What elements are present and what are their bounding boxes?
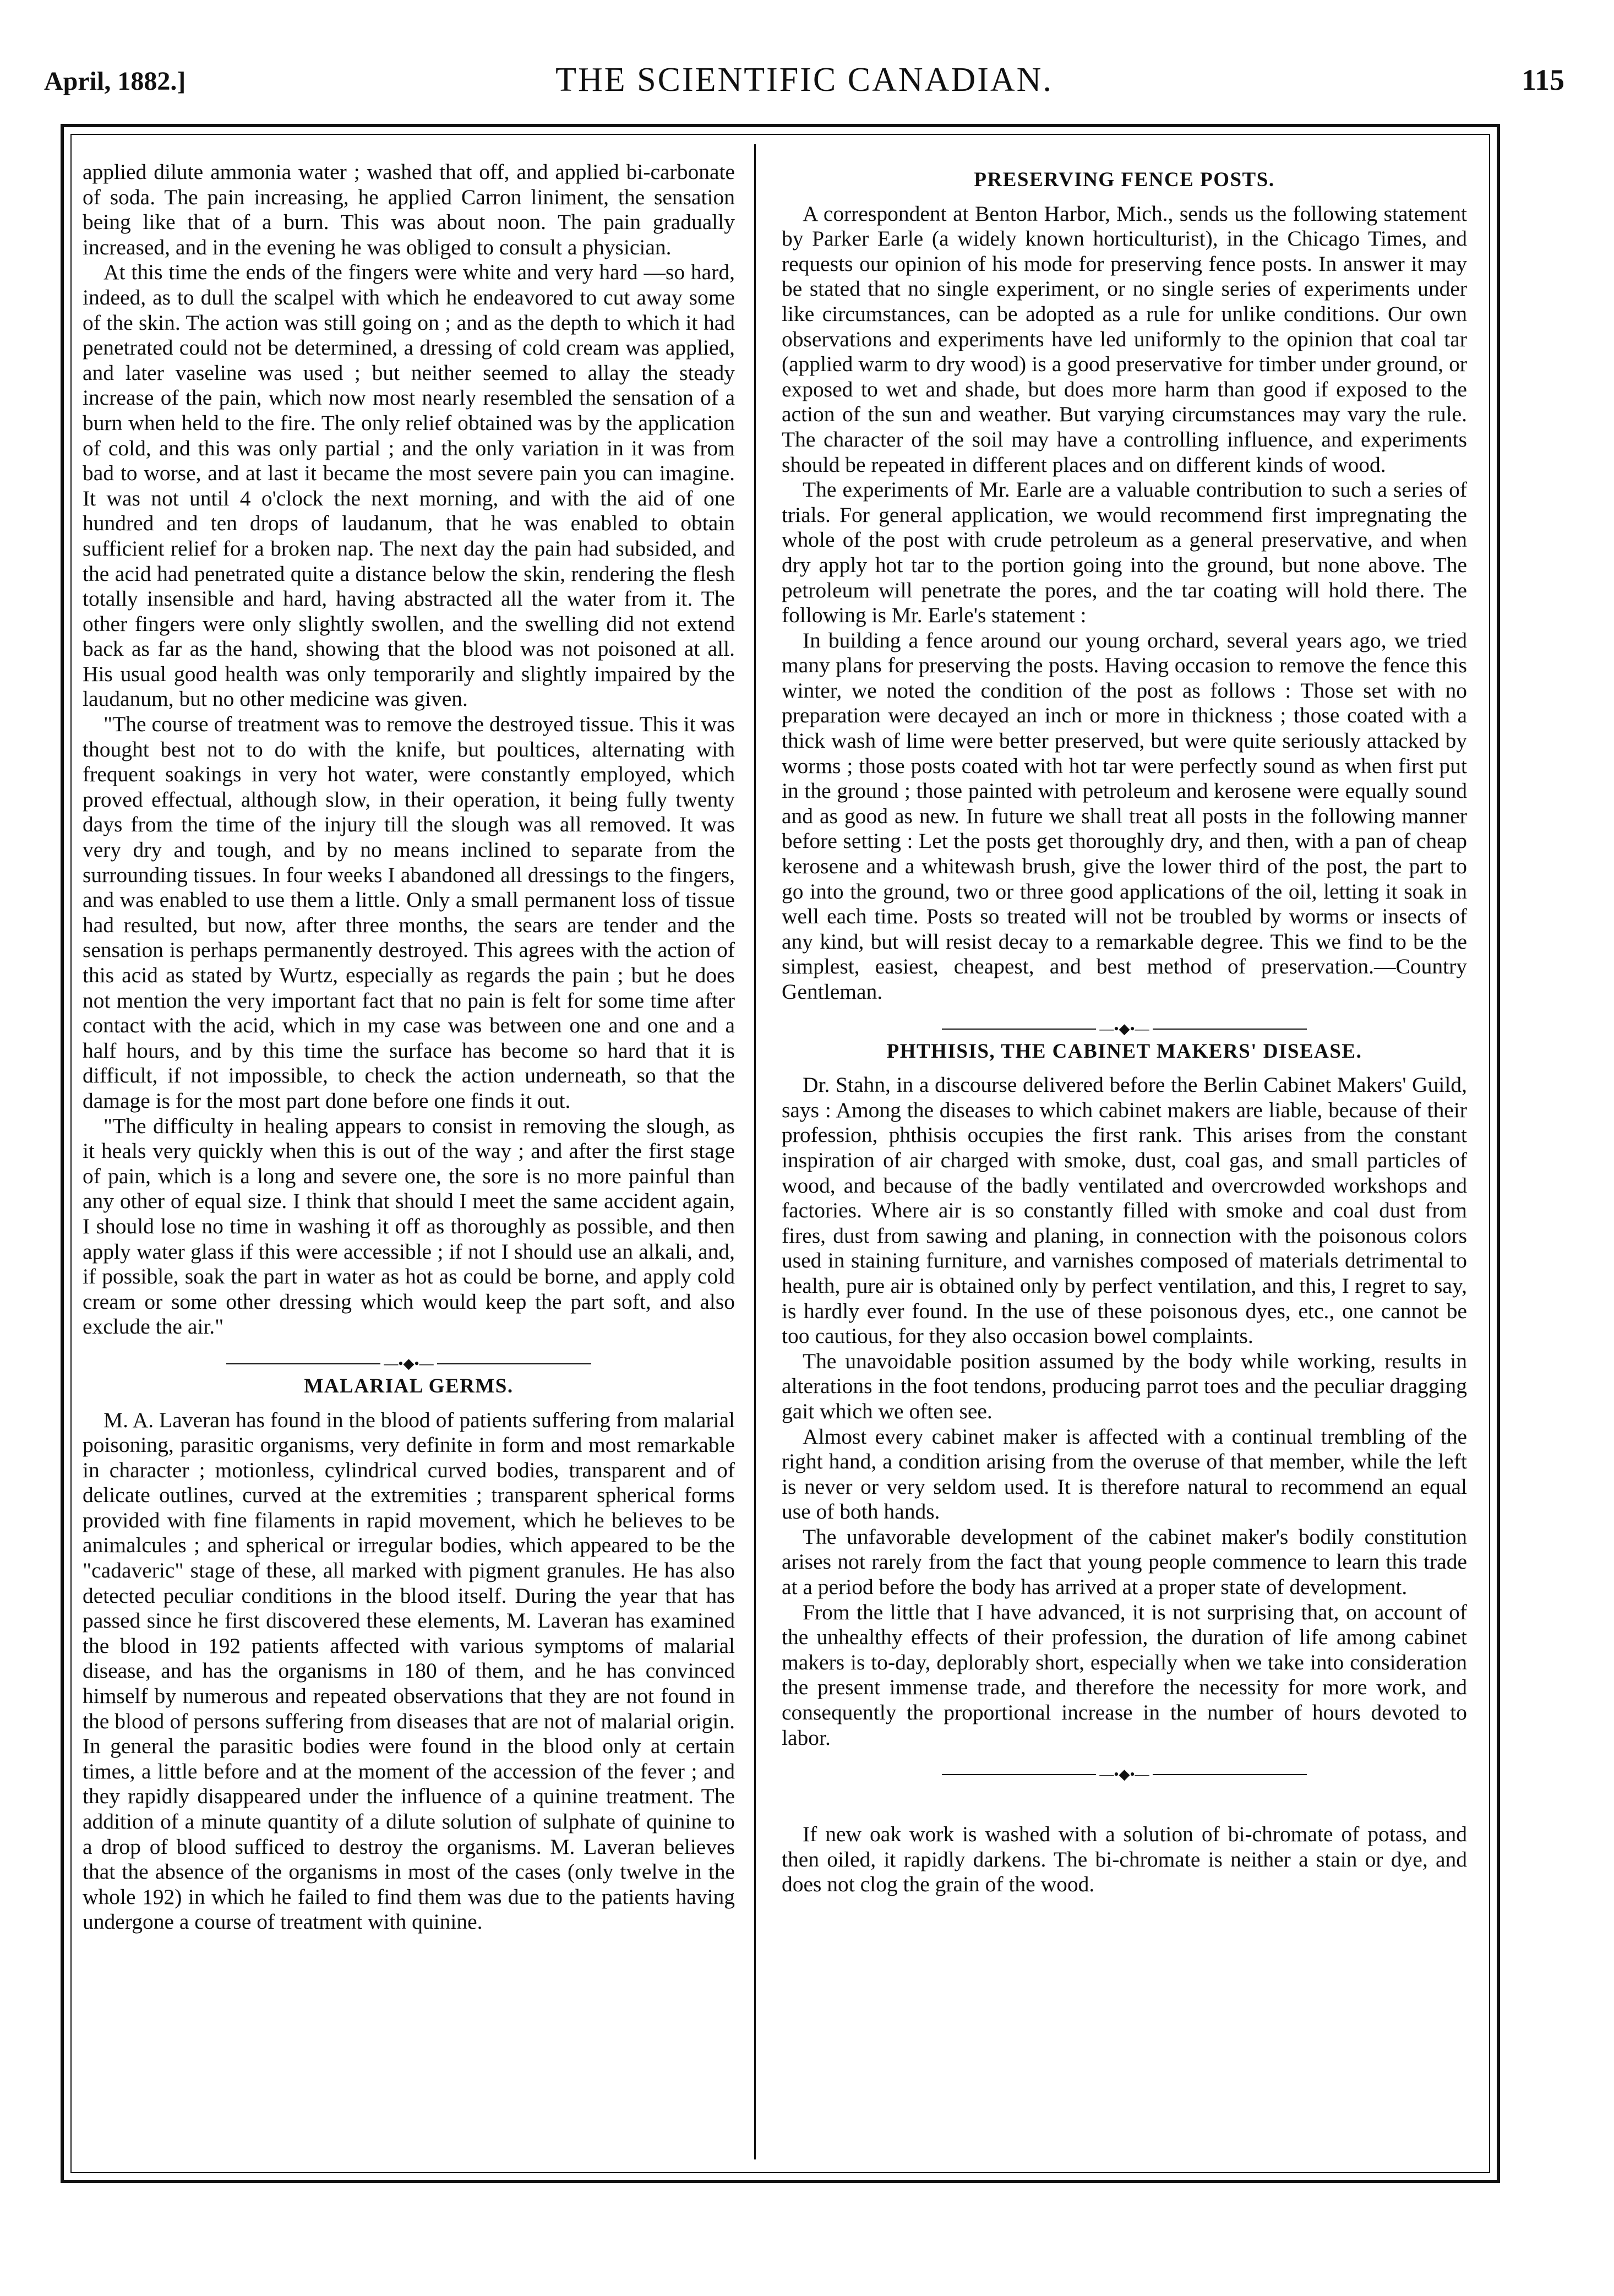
separator-ornament: —•◆•— <box>1099 1766 1149 1783</box>
oak-work-paragraph: If new oak work is washed with a solution of bi-chromate of potass, and then oiled, it rapidly darkens. The bi-chromate is neither a stain or dye, and does not clog the grain of the wood. <box>782 1822 1467 1897</box>
fence-posts-heading: PRESERVING FENCE POSTS. <box>974 168 1275 191</box>
section-separator <box>782 1760 1467 1783</box>
fence-posts-paragraph: The experiments of Mr. Earle are a valuable contribution to such a series of trials. For general application, we would recommend first impregnating the whole of the post with crude petroleum as a general preservative, and when dry apply hot tar to the portion going into the ground, but none above. The petroleum will penetrate the pores, and the tar coating will hold there. The following is Mr. Earle's statement : <box>782 477 1467 628</box>
fence-posts-paragraph: A correspondent at Benton Harbor, Mich., sends us the following statement by Parker Earle (a widely known horticulturist), in the Chicago Times, and requests our opinion of his mode for preserving fence posts. In answer it may be stated that no single experiment, or no single series of experiments under like circumstances, can be adopted as a rule for unlike conditions. Our own observations and experiments have led uniformly to the opinion that coal tar (applied warm to dry wood) is a good preservative for timber under ground, or exposed to wet and shade, but does more harm than good if exposed to the action of the sun and weather. But varying circumstances may vary the rule. The character of the soil may have a controlling influence, and experiments should be repeated in different places and on different kinds of wood. <box>782 201 1467 477</box>
phthisis-paragraph: Almost every cabinet maker is affected with a continual trembling of the right hand, a condition arising from the overuse of that member, while the left is never or very seldom used. It is therefore natural to recommend an equal use of both hands. <box>782 1424 1467 1524</box>
article-continuation-paragraph: At this time the ends of the fingers were white and very hard —so hard, indeed, as to dull the scalpel with which he endeavored to cut away some of the skin. The action was still going on ; and as the depth to which it had penetrated could not be determined, a dressing of cold cream was applied, and later vaseline was used ; but neither seemed to allay the steady increase of the pain, which now most nearly resembled the sensation of a burn when held to the fire. The only relief obtained was by the application of cold, and this was only partial ; and the only variation in it was from bad to worse, and at last it became the most severe pain you can imagine. It was not until 4 o'clock the next morning, and with the aid of one hundred and ten drops of laudanum, that he was enabled to obtain sufficient relief for a broken nap. The next day the pain had subsided, and the acid had penetrated quite a distance below the skin, rendering the flesh totally insensible and hard, having abstracted all the water from it. The other fingers were only slightly swollen, and the swelling did not extend back as far as the hand, showing that the blood was not poisoned at all. His usual good health was only temporarily and slightly impaired by the laudanum, but no other medicine was given. <box>83 260 735 711</box>
issue-date: April, 1882.] <box>44 67 186 96</box>
fence-posts-paragraph: In building a fence around our young orchard, several years ago, we tried many plans for preserving the posts. Having occasion to remove the fence this winter, we noted the condition of the post as follows : Those set with no preparation were decayed an inch or more in thickness ; those coated with a thick wash of lime were better preserved, but were quite seriously attacked by worms ; those posts coated with hot tar were perfectly sound as when first put in the ground ; those painted with petroleum and kerosene were equally sound and as good as new. In future we shall treat all posts in the following manner before setting : Let the posts get thoroughly dry, and then, with a pan of cheap kerosene and a whitewash brush, give the lower third of the post, the part to go into the ground, two or three good applications of the oil, letting it soak in well each time. Posts so treated will not be troubled by worms or insects of any kind, but will resist decay to a remarkable degree. This we find to be the simplest, easiest, cheapest, and best method of preservation.—Country Gentleman. <box>782 628 1467 1004</box>
phthisis-heading: PHTHISIS, THE CABINET MAKERS' DISEASE. <box>886 1040 1362 1063</box>
phthisis-paragraph: The unavoidable position assumed by the body while working, results in alterations in the foot tendons, producing parrot toes and the peculiar dragging gait which we often see. <box>782 1348 1467 1423</box>
article-continuation-paragraph: applied dilute ammonia water ; washed that off, and applied bi-carbonate of soda. The pain increasing, he applied Carron liniment, the sensation being like that of a burn. This was about noon. The pain gradually increased, and in the evening he was obliged to consult a physician. <box>83 160 735 259</box>
section-separator <box>782 1015 1467 1037</box>
phthisis-paragraph: From the little that I have advanced, it is not surprising that, on account of the unhealthy effects of their profession, the duration of life among cabinet makers is to-day, deplorably short, especially when we take into consideration the present immense trade, and therefore the necessity for more work, and consequently the proportional increase in the number of hours devoted to labor. <box>782 1599 1467 1750</box>
separator-ornament: —•◆•— <box>1099 1020 1149 1037</box>
left-column <box>83 160 735 1935</box>
page-header <box>44 55 1564 116</box>
separator-ornament: —•◆•— <box>384 1356 434 1372</box>
journal-title: THE SCIENTIFIC CANADIAN. <box>555 61 1053 99</box>
malarial-germs-heading: MALARIAL GERMS. <box>304 1374 514 1397</box>
section-separator <box>83 1350 735 1372</box>
right-column <box>782 160 1467 1897</box>
article-continuation-paragraph: "The course of treatment was to remove the destroyed tissue. This it was thought best not to do with the knife, but poultices, alternating with frequent soakings in very hot water, were constantly employed, which proved effectual, although slow, in their operation, it being fully twenty days from the time of the injury till the slough was all removed. It was very dry and tough, and by no means inclined to separate from the surrounding tissues. In four weeks I abandoned all dressings to the fingers, and was enabled to use them a little. Only a small permanent loss of tissue had resulted, but now, after three months, the sears are tender and the sensation is perhaps permanently destroyed. This agrees with the action of this acid as stated by Wurtz, especially as regards the pain ; but he does not mention the very important fact that no pain is felt for some time after contact with the acid, which in my case was between one and one and a half hours, and by this time the surface has become so hard that it is difficult, if not impossible, to check the action underneath, so that the damage is for the most part done before one finds it out. <box>83 712 735 1113</box>
article-continuation-paragraph: "The difficulty in healing appears to consist in removing the slough, as it heals very quickly when this is out of the way ; and after the first stage of pain, which is a long and severe one, the sore is no more painful than any other of equal size. I think that should I meet the same accident again, I should lose no time in washing it off as thoroughly as possible, and then apply water glass if this were accessible ; if not I should use an alkali, and, if possible, soak the part in water as hot as could be borne, and apply cold cream or some other dressing which would keep the part soft, and also exclude the air." <box>83 1113 735 1339</box>
page-number: 115 <box>1521 63 1564 96</box>
malarial-germs-paragraph: M. A. Laveran has found in the blood of patients suffering from malarial poisoning, parasitic organisms, very definite in form and most remarkable in character ; motionless, cylindrical curved bodies, transparent and of delicate outlines, curved at the extremities ; transparent spherical forms provided with fine filaments in rapid movement, which he believes to be animalcules ; and spherical or irregular bodies, which appeared to be the "cadaveric" stage of these, all marked with pigment granules. He has also detected peculiar conditions in the blood itself. During the year that has passed since he first discovered these elements, M. Laveran has examined the blood in 192 patients affected with various symptoms of malarial disease, and has the organisms in 180 of them, and he has convinced himself by numerous and repeated observations that they are not found in the blood of persons suffering from diseases that are not of malarial origin. In general the parasitic bodies were found in the blood only at certain times, a little before and at the moment of the accession of the fever ; and they rapidly disappeared under the influence of a quinine treatment. The addition of a minute quantity of a dilute solution of sulphate of quinine to a drop of blood sufficed to destroy the organisms. M. Laveran believes that the absence of the organisms in most of the cases (only twelve in the whole 192) in which he failed to find them was due to the patients having undergone a course of treatment with quinine. <box>83 1407 735 1934</box>
column-divider <box>754 144 756 2159</box>
phthisis-paragraph: Dr. Stahn, in a discourse delivered before the Berlin Cabinet Makers' Guild, says : Among the diseases to which cabinet makers are liable, because of their profession, phthisis occupies the first rank. This arises from the constant inspiration of air charged with smoke, dust, coal gas, and small particles of wood, and because of the badly ventilated and overcrowded workshops and factories. Where air is so constantly filled with smoke and coal dust from fires, dust from sawing and planing, in connection with the poisonous colors used in staining furniture, and varnishes composed of materials detrimental to health, pure air is obtained only by perfect ventilation, and this, I regret to say, is hardly ever found. In the use of these poisonous dyes, etc., one cannot be too cautious, for they also occasion bowel complaints. <box>782 1073 1467 1348</box>
phthisis-paragraph: The unfavorable development of the cabinet maker's bodily constitution arises not rarely from the fact that young people commence to learn this trade at a period before the body has arrived at a proper state of development. <box>782 1524 1467 1599</box>
